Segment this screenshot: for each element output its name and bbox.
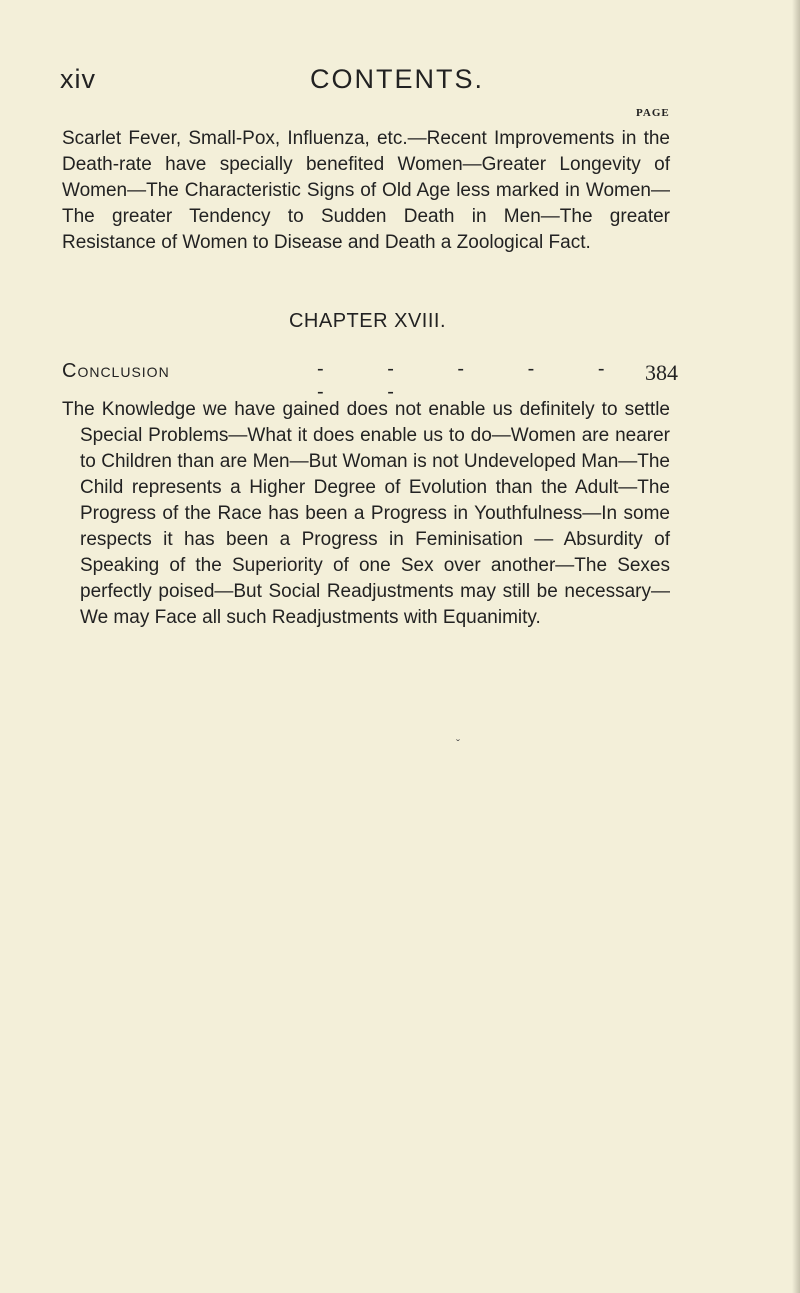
page-number: xiv [60,64,96,94]
chapter-heading [0,310,670,333]
page-column-label: PAGE [636,107,670,119]
toc-entry-title: Conclusion [62,360,170,382]
toc-entry-conclusion[interactable] [62,358,678,403]
chapter-heading-text: CHAPTER XVIII. [288,310,447,332]
chapter-summary-text: The Knowledge we have gained does not enable us definitely to settle Special Problems—What it does enable us to do—Women are nearer to Children than are Men—But Woman is not Undeveloped Man—The Child represents a Higher Degree of Evolution than the Adult—The Progress of the Race has been a Progress in Youthfulness—In some respects it has been a Progress in Feminisation — Absurdity of Speaking of the Superiority of one Sex over another—The Sexes perfectly poised—But Social Readjustments may still be necessary—We may Face all such Readjustments with Equanimity. [62,399,670,628]
page-edge-shadow [792,0,800,1293]
stray-mark: ˇ [456,737,460,751]
toc-entry-page-number: 384 [645,360,678,385]
toc-dot-leader: - - - - - - - [317,358,634,403]
chapter-summary [62,397,670,631]
running-header-title: CONTENTS. [310,64,485,94]
continued-chapter-summary: Scarlet Fever, Small-Pox, Influenza, etc.—Recent Improvements in the Death-rate have specially benefited Women—Greater Longevity of Women—The Characteristic Signs of Old Age less marked in Women—The greater Tendency to Sudden Death in Men—The greater Resistance of Women to Disease and Death a Zoological Fact. [62,128,670,253]
